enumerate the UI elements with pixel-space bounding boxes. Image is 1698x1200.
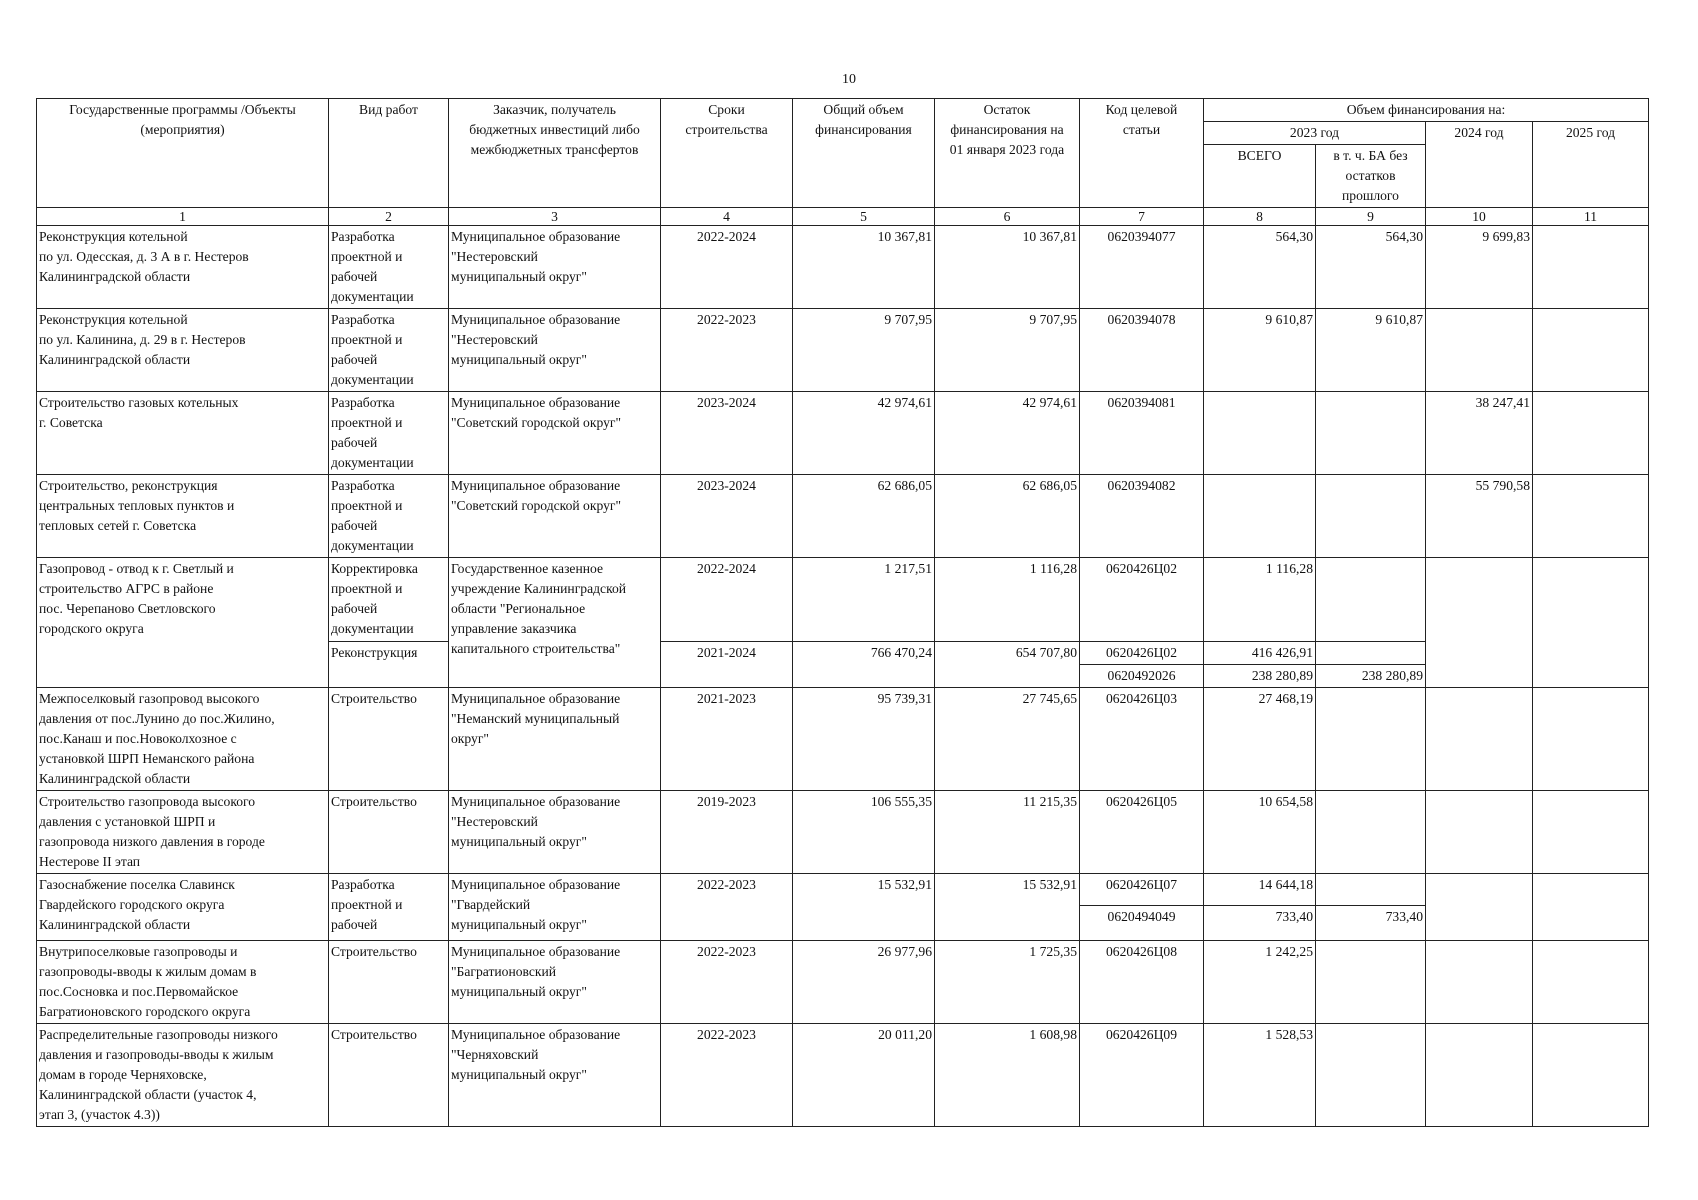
header-incl-ba: в т. ч. БА без остатков прошлого xyxy=(1316,145,1426,208)
remainder-cell: 11 215,35 xyxy=(935,791,1080,874)
code-cell: 0620394081 xyxy=(1080,392,1204,475)
table-row xyxy=(37,309,1649,392)
customer-cell: Государственное казенное учреждение Калининградской области "Региональное управление заказчика капитального строительства" xyxy=(449,558,661,688)
all-2023-cell: 14 644,18 xyxy=(1204,874,1316,906)
table-row xyxy=(37,475,1649,558)
ba-2023-cell xyxy=(1316,874,1426,906)
header-work-type: Вид работ xyxy=(329,99,449,208)
ba-2023-cell xyxy=(1316,688,1426,791)
total-cell: 20 011,20 xyxy=(793,1024,935,1127)
y2024-cell xyxy=(1426,558,1533,688)
customer-cell: Муниципальное образование "Неманский муниципальный округ" xyxy=(449,688,661,791)
header-funding-volume: Объем финансирования на: xyxy=(1204,99,1649,122)
remainder-cell: 1 608,98 xyxy=(935,1024,1080,1127)
program-cell: Газопровод - отвод к г. Светлый и строительство АГРС в районе пос. Черепаново Светловского городского округа xyxy=(37,558,329,688)
y2024-cell xyxy=(1426,1024,1533,1127)
table-row xyxy=(37,791,1649,874)
terms-cell: 2022-2024 xyxy=(661,558,793,642)
customer-cell: Муниципальное образование "Советский городской округ" xyxy=(449,475,661,558)
all-2023-cell xyxy=(1204,475,1316,558)
table-row xyxy=(37,941,1649,1024)
page-number: 10 xyxy=(842,72,856,87)
customer-cell: Муниципальное образование "Нестеровский муниципальный округ" xyxy=(449,309,661,392)
all-2023-cell: 733,40 xyxy=(1204,906,1316,941)
y2024-cell xyxy=(1426,309,1533,392)
table-row xyxy=(37,1024,1649,1127)
program-cell: Реконструкция котельной по ул. Одесская, д. 3 А в г. Нестеров Калининградской области xyxy=(37,226,329,309)
table-row xyxy=(37,392,1649,475)
customer-cell: Муниципальное образование "Черняховский муниципальный округ" xyxy=(449,1024,661,1127)
remainder-cell: 10 367,81 xyxy=(935,226,1080,309)
y2025-cell xyxy=(1533,309,1649,392)
terms-cell: 2021-2023 xyxy=(661,688,793,791)
ba-2023-cell xyxy=(1316,642,1426,665)
financing-table xyxy=(36,98,1649,1127)
column-number: 2 xyxy=(329,208,449,226)
total-cell: 26 977,96 xyxy=(793,941,935,1024)
y2025-cell xyxy=(1533,226,1649,309)
code-cell: 0620426Ц08 xyxy=(1080,941,1204,1024)
customer-cell: Муниципальное образование "Багратионовский муниципальный округ" xyxy=(449,941,661,1024)
table-row xyxy=(37,558,1649,642)
total-cell: 95 739,31 xyxy=(793,688,935,791)
program-cell: Внутрипоселковые газопроводы и газопроводы-вводы к жилым домам в пос.Сосновка и пос.Первомайское Багратионовского городского округа xyxy=(37,941,329,1024)
total-cell: 10 367,81 xyxy=(793,226,935,309)
y2025-cell xyxy=(1533,1024,1649,1127)
ba-2023-cell: 9 610,87 xyxy=(1316,309,1426,392)
work-type-cell: Разработка проектной и рабочей документации xyxy=(329,309,449,392)
all-2023-cell: 27 468,19 xyxy=(1204,688,1316,791)
column-number: 8 xyxy=(1204,208,1316,226)
header-terms: Сроки строительства xyxy=(661,99,793,208)
terms-cell: 2022-2023 xyxy=(661,941,793,1024)
header-programs: Государственные программы /Объекты (мероприятия) xyxy=(37,99,329,208)
terms-cell: 2022-2023 xyxy=(661,1024,793,1127)
remainder-cell: 1 725,35 xyxy=(935,941,1080,1024)
program-cell: Строительство, реконструкция центральных тепловых пунктов и тепловых сетей г. Советска xyxy=(37,475,329,558)
total-cell: 766 470,24 xyxy=(793,642,935,688)
code-cell: 0620426Ц05 xyxy=(1080,791,1204,874)
program-cell: Реконструкция котельной по ул. Калинина, д. 29 в г. Нестеров Калининградской области xyxy=(37,309,329,392)
column-number: 5 xyxy=(793,208,935,226)
column-number: 7 xyxy=(1080,208,1204,226)
y2025-cell xyxy=(1533,688,1649,791)
header-total: Общий объем финансирования xyxy=(793,99,935,208)
program-cell: Строительство газопровода высокого давления с установкой ШРП и газопровода низкого давления в городе Нестерове II этап xyxy=(37,791,329,874)
work-type-cell: Разработка проектной и рабочей документации xyxy=(329,475,449,558)
ba-2023-cell: 564,30 xyxy=(1316,226,1426,309)
work-type-cell: Строительство xyxy=(329,1024,449,1127)
program-cell: Межпоселковый газопровод высокого давления от пос.Лунино до пос.Жилино, пос.Канаш и пос.Новоколхозное с установкой ШРП Неманского района Калининградской области xyxy=(37,688,329,791)
ba-2023-cell xyxy=(1316,392,1426,475)
ba-2023-cell xyxy=(1316,475,1426,558)
remainder-cell: 27 745,65 xyxy=(935,688,1080,791)
code-cell: 0620494049 xyxy=(1080,906,1204,941)
y2024-cell: 9 699,83 xyxy=(1426,226,1533,309)
work-type-cell: Строительство xyxy=(329,688,449,791)
terms-cell: 2022-2023 xyxy=(661,309,793,392)
header-2024: 2024 год xyxy=(1426,122,1533,208)
header-customer: Заказчик, получатель бюджетных инвестиций либо межбюджетных трансфертов xyxy=(449,99,661,208)
all-2023-cell: 9 610,87 xyxy=(1204,309,1316,392)
y2024-cell xyxy=(1426,791,1533,874)
table-row xyxy=(37,874,1649,906)
y2024-cell xyxy=(1426,688,1533,791)
customer-cell: Муниципальное образование "Гвардейский муниципальный округ" xyxy=(449,874,661,941)
work-type-cell: Реконструкция xyxy=(329,642,449,688)
y2024-cell: 55 790,58 xyxy=(1426,475,1533,558)
code-cell: 0620426Ц07 xyxy=(1080,874,1204,906)
column-number: 3 xyxy=(449,208,661,226)
all-2023-cell: 1 528,53 xyxy=(1204,1024,1316,1127)
work-type-cell: Строительство xyxy=(329,941,449,1024)
ba-2023-cell: 238 280,89 xyxy=(1316,665,1426,688)
column-number: 9 xyxy=(1316,208,1426,226)
work-type-cell: Строительство xyxy=(329,791,449,874)
work-type-cell: Разработка проектной и рабочей документации xyxy=(329,226,449,309)
code-cell: 0620394078 xyxy=(1080,309,1204,392)
terms-cell: 2023-2024 xyxy=(661,392,793,475)
code-cell: 0620426Ц02 xyxy=(1080,558,1204,642)
remainder-cell: 654 707,80 xyxy=(935,642,1080,688)
total-cell: 62 686,05 xyxy=(793,475,935,558)
all-2023-cell: 10 654,58 xyxy=(1204,791,1316,874)
column-numbers-row xyxy=(37,208,1649,226)
y2024-cell: 38 247,41 xyxy=(1426,392,1533,475)
total-cell: 106 555,35 xyxy=(793,791,935,874)
ba-2023-cell: 733,40 xyxy=(1316,906,1426,941)
y2025-cell xyxy=(1533,475,1649,558)
total-cell: 1 217,51 xyxy=(793,558,935,642)
code-cell: 0620394082 xyxy=(1080,475,1204,558)
column-number: 11 xyxy=(1533,208,1649,226)
remainder-cell: 15 532,91 xyxy=(935,874,1080,941)
table-row xyxy=(37,688,1649,791)
all-2023-cell xyxy=(1204,392,1316,475)
header-2023: 2023 год xyxy=(1204,122,1426,145)
column-number: 6 xyxy=(935,208,1080,226)
header-remainder: Остаток финансирования на 01 января 2023 года xyxy=(935,99,1080,208)
header-2025: 2025 год xyxy=(1533,122,1649,208)
y2025-cell xyxy=(1533,874,1649,941)
total-cell: 15 532,91 xyxy=(793,874,935,941)
code-cell: 0620492026 xyxy=(1080,665,1204,688)
ba-2023-cell xyxy=(1316,1024,1426,1127)
code-cell: 0620426Ц03 xyxy=(1080,688,1204,791)
remainder-cell: 62 686,05 xyxy=(935,475,1080,558)
terms-cell: 2023-2024 xyxy=(661,475,793,558)
header-total-all: ВСЕГО xyxy=(1204,145,1316,208)
customer-cell: Муниципальное образование "Нестеровский муниципальный округ" xyxy=(449,791,661,874)
y2024-cell xyxy=(1426,941,1533,1024)
all-2023-cell: 1 242,25 xyxy=(1204,941,1316,1024)
work-type-cell: Корректировка проектной и рабочей документации xyxy=(329,558,449,642)
ba-2023-cell xyxy=(1316,791,1426,874)
table-row xyxy=(37,226,1649,309)
column-number: 1 xyxy=(37,208,329,226)
ba-2023-cell xyxy=(1316,941,1426,1024)
y2025-cell xyxy=(1533,558,1649,688)
total-cell: 9 707,95 xyxy=(793,309,935,392)
program-cell: Распределительные газопроводы низкого давления и газопроводы-вводы к жилым домам в городе Черняховске, Калининградской области (участок 4, этап 3, (участок 4.3)) xyxy=(37,1024,329,1127)
y2025-cell xyxy=(1533,941,1649,1024)
program-cell: Строительство газовых котельных г. Советска xyxy=(37,392,329,475)
remainder-cell: 9 707,95 xyxy=(935,309,1080,392)
header-code: Код целевой статьи xyxy=(1080,99,1204,208)
terms-cell: 2021-2024 xyxy=(661,642,793,688)
all-2023-cell: 238 280,89 xyxy=(1204,665,1316,688)
remainder-cell: 1 116,28 xyxy=(935,558,1080,642)
code-cell: 0620426Ц09 xyxy=(1080,1024,1204,1127)
work-type-cell: Разработка проектной и рабочей xyxy=(329,874,449,941)
terms-cell: 2022-2024 xyxy=(661,226,793,309)
remainder-cell: 42 974,61 xyxy=(935,392,1080,475)
terms-cell: 2022-2023 xyxy=(661,874,793,941)
all-2023-cell: 1 116,28 xyxy=(1204,558,1316,642)
customer-cell: Муниципальное образование "Советский городской округ" xyxy=(449,392,661,475)
all-2023-cell: 564,30 xyxy=(1204,226,1316,309)
total-cell: 42 974,61 xyxy=(793,392,935,475)
code-cell: 0620394077 xyxy=(1080,226,1204,309)
work-type-cell: Разработка проектной и рабочей документации xyxy=(329,392,449,475)
y2025-cell xyxy=(1533,392,1649,475)
program-cell: Газоснабжение поселка Славинск Гвардейского городского округа Калининградской области xyxy=(37,874,329,941)
all-2023-cell: 416 426,91 xyxy=(1204,642,1316,665)
y2025-cell xyxy=(1533,791,1649,874)
customer-cell: Муниципальное образование "Нестеровский муниципальный округ" xyxy=(449,226,661,309)
ba-2023-cell xyxy=(1316,558,1426,642)
terms-cell: 2019-2023 xyxy=(661,791,793,874)
y2024-cell xyxy=(1426,874,1533,941)
column-number: 4 xyxy=(661,208,793,226)
column-number: 10 xyxy=(1426,208,1533,226)
code-cell: 0620426Ц02 xyxy=(1080,642,1204,665)
